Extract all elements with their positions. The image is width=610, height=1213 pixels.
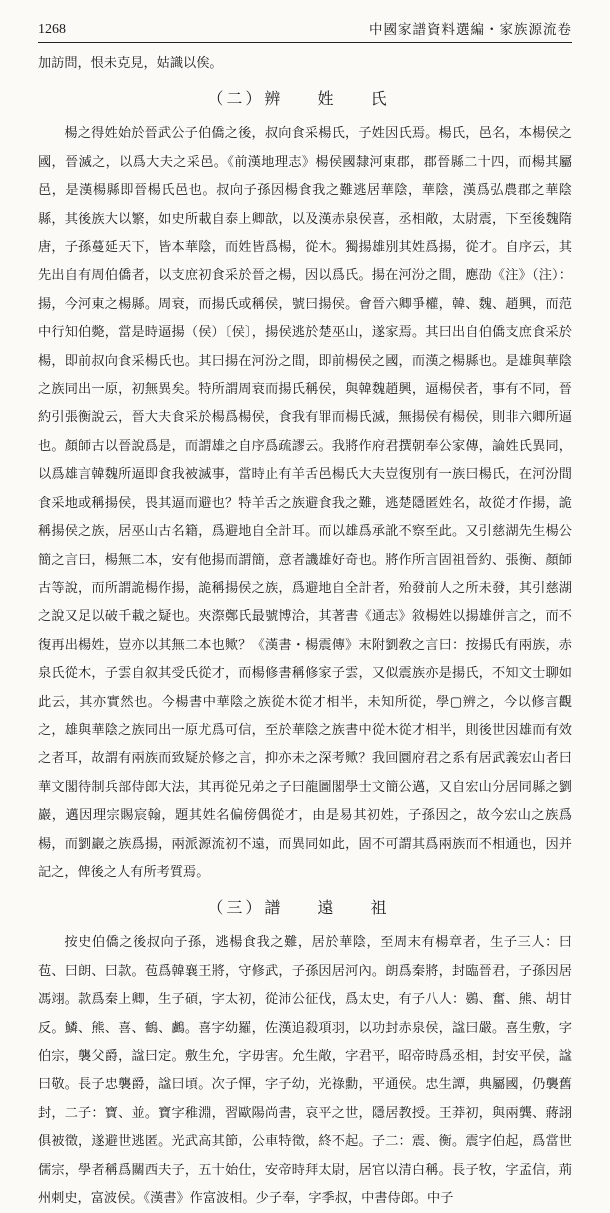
section-2-title — [38, 84, 572, 114]
section-3-heading: 譜 遠 祖 — [264, 898, 403, 918]
page-header — [38, 12, 572, 43]
section-2-heading: 辨 姓 氏 — [264, 89, 403, 109]
intro-paragraph: 加訪問，恨未克見，姑識以俟。 — [38, 56, 223, 71]
section-2-paragraph: 楊之得姓始於晉武公子伯僑之後，叔向食采楊氏，子姓因氏焉。楊氏，邑名，本楊侯之國，晉滅之，以爲大夫之采邑。《前漢地理志》楊侯國隸河東郡，郡晉縣二十四，而楊其屬邑，是漢楊縣即晉楊氏邑也。叔向子孫因楊食我之難逃居華陰，華陰，漢爲弘農郡之華陰縣，其後族大以繁，如史所載自泰上卿歆，以及漢赤泉侯喜，丞相敞，太尉震，下至後魏隋唐，子孫蔓延天下，皆本華陰，而姓皆爲楊，從木。獨揚雄別其姓爲揚，從才。自序云，其先出自有周伯僑者，以支庶初食采於晉之楊，因以爲氏。揚在河汾之間，應劭《注》（注）：揚，今河東之楊縣。周衰，而揚氏或稱侯，號曰揚侯。會晉六卿爭權，韓、魏、趙興，而范中行知伯斃，當是時逼揚（侯）〔侯〕，揚侯逃於楚巫山，遂家焉。其曰出自伯僑支庶食采於楊，即前叔向食采楊氏也。其曰揚在河汾之間，即前楊侯之國，而漢之楊縣也。是雄與華陰之族同出一原，初無異矣。特所謂周衰而揚氏稱侯，與韓魏趙興，逼楊侯者，事有不同，晉約引張衡說云，晉大夫食采於楊爲楊侯，食我有罪而楊氏滅，無揚侯有楊侯，則非六卿所逼也。顏師古以晉說爲是，而謂雄之自序爲疏謬云。我將作府君撰朝奉公家傳，論姓氏異同，以爲雄言韓魏所逼即食我被滅事，當時止有羊舌邑楊氏大夫豈復別有一族曰楊氏，在河汾間食采地或稱揚侯，畏其逼而避也？特羊舌之族避食我之難，逃楚隱匿姓名，故從才作揚，詭稱揚侯之族，居巫山古名籍，爲避地自全計耳。而以雄爲承訛不察至此。又引慈湖先生楊公簡之言曰，楊無二本，安有他揚而謂簡，意者譏雄好奇也。將作所言固祖晉約、張衡、顏師古等說，而所謂詭楊作揚，詭稱揚侯之族，爲避地自全計者，殆發前人之所未發，其引慈湖之說又足以破千載之疑也。夾漈鄭氏最號博洽，其著書《通志》敘楊姓以揚雄併言之，而不復再出楊姓，豈亦以其無二本也歟？《漢書・楊震傳》末附劉敎之言曰：按揚氏有兩族，赤泉氏從木，子雲自叙其受氏從才，而楊修書稱修家子雲，又似震族亦是揚氏，不知文士聊如此云，其亦實然也。今楊書中華陰之族從木從才相半，未知所從，學▢辨之，今以修言觀之，雄與華陰之族同出一原尤爲可信，至於華陰之族書中從木從才相半，則後世因雄而有效之者耳，故謂有兩族而致疑於修之言，抑亦未之深考歟？我回圜府君之系有居武義宏山者曰華文閣待制兵部侍郎大法，其再從兄弟之子曰龍圖閣學士文簡公邁，又自宏山分居同縣之劉巖，邁因理宗賜宸翰，題其姓名偏傍偶從才，由是易其初姓，子孫因之，故今宏山之族爲楊，而劉巖之族爲揚，兩派源流初不遠，而異同如此，固不可謂其爲兩族而不相通也，因并記之，俾後之人有所考質焉。 — [38, 126, 572, 880]
section-3-number: （三） — [207, 898, 265, 918]
section-3-paragraph: 按史伯僑之後叔向子孫，逃楊食我之難，居於華陰，至周末有楊章者，生子三人：曰苞、曰朗、曰款。苞爲韓襄王將，守修武，子孫因居河內。朗爲秦將，封臨晉君，子孫因居馮翊。款爲秦上卿，生子碩，字太初，從沛公征伐，爲太史，有子八人：鷃、奮、熊、胡甘反。鱗、熊、喜、鶴、鸕。喜字幼羅，佐漢追殺項羽，以功封赤泉侯，諡曰嚴。喜生敷，字伯宗，襲父爵，諡曰定。敷生允，字毋害。允生敞，字君平，昭帝時爲丞相，封安平侯，諡曰敬。長子忠襲爵，諡曰頃。次子惲，字子幼，光祿勳，平通侯。忠生譚，典屬國，仍襲舊封，二子：寶、並。寶字稚淵，習歐陽尚書，哀平之世，隱居教授。王莽初，與兩龔、蔣詡俱被徵，遂避世逃匿。光武高其節，公車特徵，終不起。子二：震、衡。震字伯起，爲當世儒宗，學者稱爲關西夫子，五十始仕，安帝時拜太尉，居官以清白稱。長子牧，字孟信，荊州刺史，富波侯。《漢書》作富波相。少子奉，字季叔，中書侍郎。中子 — [38, 935, 572, 1207]
book-title: 中國家譜資料選編・家族源流卷 — [369, 22, 572, 38]
document-body — [38, 50, 572, 1213]
page-number: 1268 — [38, 22, 66, 37]
section-3-title — [38, 893, 572, 923]
section-2-number: （二） — [207, 89, 265, 109]
